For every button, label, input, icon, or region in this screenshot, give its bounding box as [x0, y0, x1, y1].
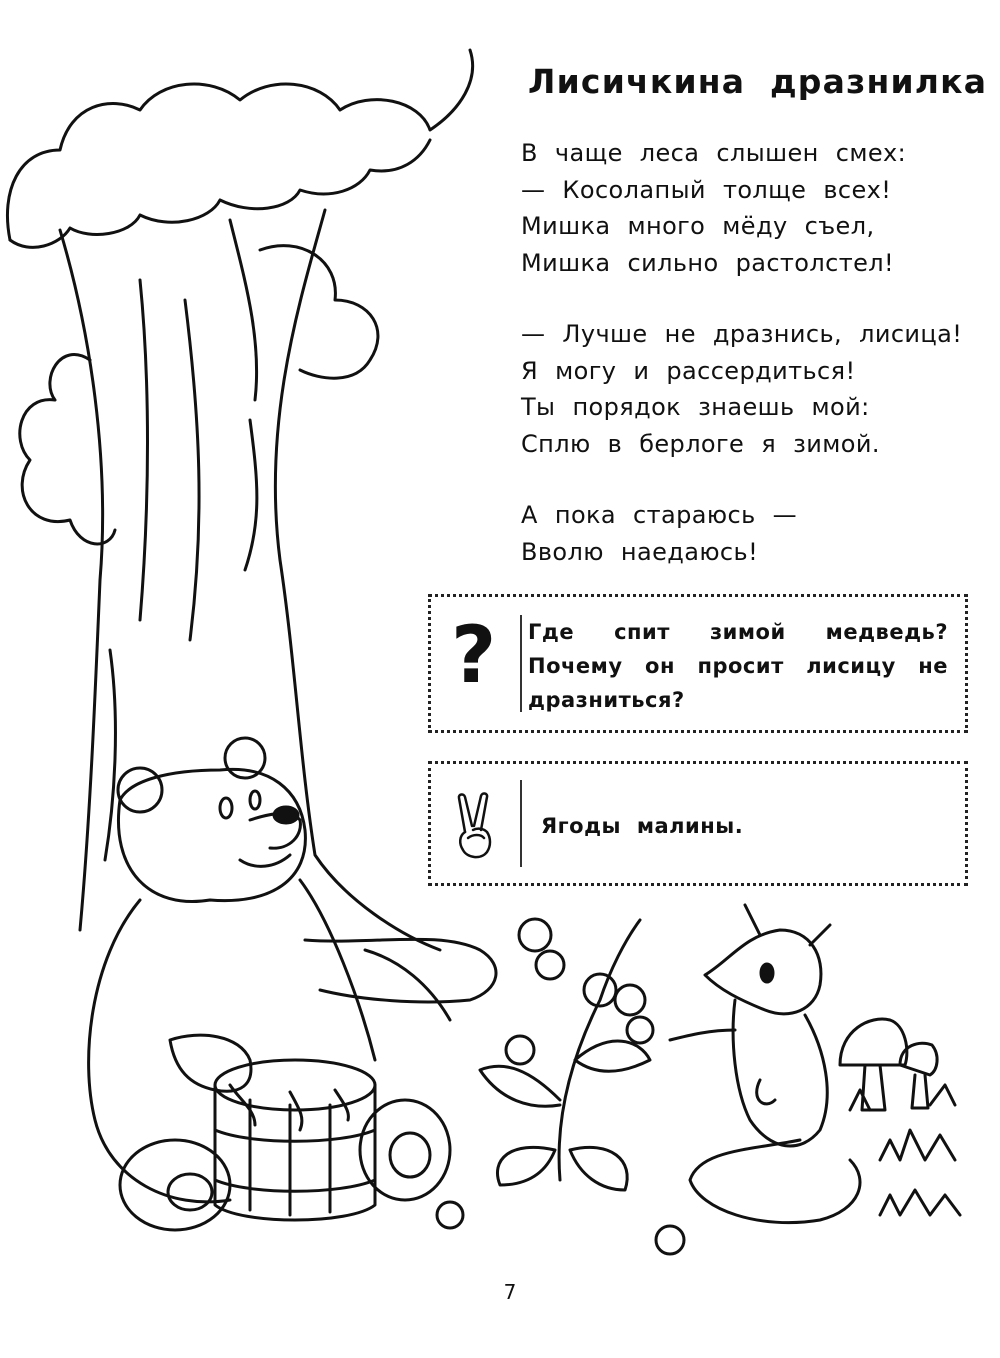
- raspberry-bush: [437, 919, 684, 1254]
- poem-line: Я могу и рассердиться!: [521, 356, 856, 385]
- poem-line: Сплю в берлоге я зимой.: [521, 429, 880, 458]
- fox: [670, 905, 860, 1223]
- grass: [850, 1085, 960, 1215]
- poem-stanza: [521, 135, 981, 281]
- victory-hand-icon: [451, 792, 499, 864]
- tree: [7, 50, 472, 1020]
- answer-box: [428, 761, 968, 886]
- mushrooms: [840, 1019, 937, 1110]
- question-text: Где спит зимой медведь? Почему он просит лисицу не дразниться?: [528, 620, 948, 712]
- poem-line: Ты порядок знаешь мой:: [521, 393, 870, 421]
- page-number: 7: [503, 1280, 517, 1304]
- poem-line: А пока стараюсь —: [521, 501, 798, 529]
- poem-line: Вволю наедаюсь!: [521, 537, 759, 566]
- poem-line: — Косолапый толще всех!: [521, 175, 892, 204]
- honey-barrel: [215, 1060, 375, 1220]
- poem-line: В чаще леса слышен смех:: [521, 139, 907, 167]
- poem-stanza: [521, 316, 981, 462]
- divider: [520, 780, 522, 867]
- answer-text: Ягоды малины.: [541, 814, 744, 838]
- poem-line: Мишка много мёду съел,: [521, 212, 875, 240]
- divider: [520, 615, 522, 712]
- question-box: [428, 594, 968, 733]
- question-mark-icon: ?: [451, 611, 497, 701]
- poem: [521, 135, 981, 605]
- poem-line: — Лучше не дразнись, лисица!: [521, 320, 963, 348]
- poem-line: Мишка сильно растолстел!: [521, 248, 895, 277]
- poem-stanza: [521, 497, 981, 570]
- page-title: Лисичкина дразнилка: [528, 62, 988, 101]
